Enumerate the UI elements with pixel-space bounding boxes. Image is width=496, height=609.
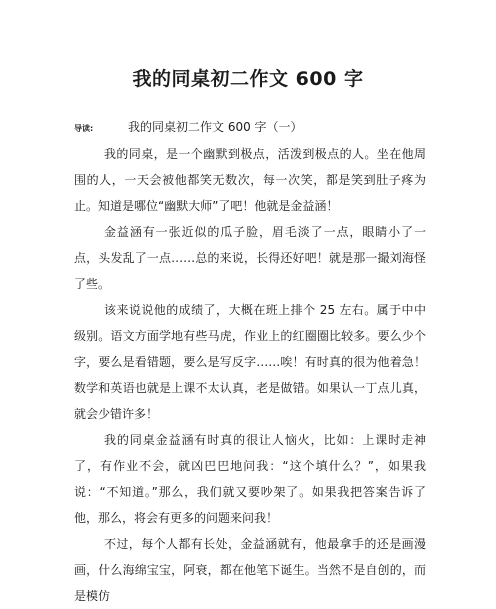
lead-text: 我的同桌初二作文 600 字（一） [128, 120, 303, 134]
paragraph: 我的同桌，是一个幽默到极点，活泼到极点的人。坐在他周围的人，一天会被他都笑无数次，每一次笑，都是笑到肚子疼为止。知道是哪位“幽默大师”了吧！他就是金益涵！ [74, 147, 426, 213]
paragraph: 我的同桌金益涵有时真的很让人恼火，比如：上课时走神了，有作业不会，就凶巴巴地问我：“这个填什么？”，如果我说：“不知道。”那么，我们就又要吵架了。如果我把答案告诉了他，那么，将会有更多的问题来问我！ [74, 433, 426, 525]
document-title: 我的同桌初二作文 600 字 [132, 68, 364, 90]
document-body [74, 141, 426, 609]
paragraph: 金益涵有一张近似的瓜子脸，眉毛淡了一点，眼睛小了一点，头发乱了一点……总的来说，长得还好吧！就是那一撮刘海怪了些。 [74, 225, 426, 291]
paragraph: 该来说说他的成绩了，大概在班上排个 25 左右。属于中中级别。语文方面学地有些马虎，作业上的红圈圈比较多。要么少个字，要么是看错题，要么是写反字……唉！有时真的很为他着急！数学和英语也就是上课不太认真，老是做错。如果认一丁点儿真，就会少错许多！ [74, 303, 426, 421]
lead-line [74, 116, 303, 136]
lead-tag: 导读: [74, 124, 94, 133]
paragraph: 不过，每个人都有长处，金益涵就有，他最拿手的还是画漫画，什么海绵宝宝，阿衰，都在他笔下诞生。当然不是自创的，而是模仿 [74, 537, 426, 603]
